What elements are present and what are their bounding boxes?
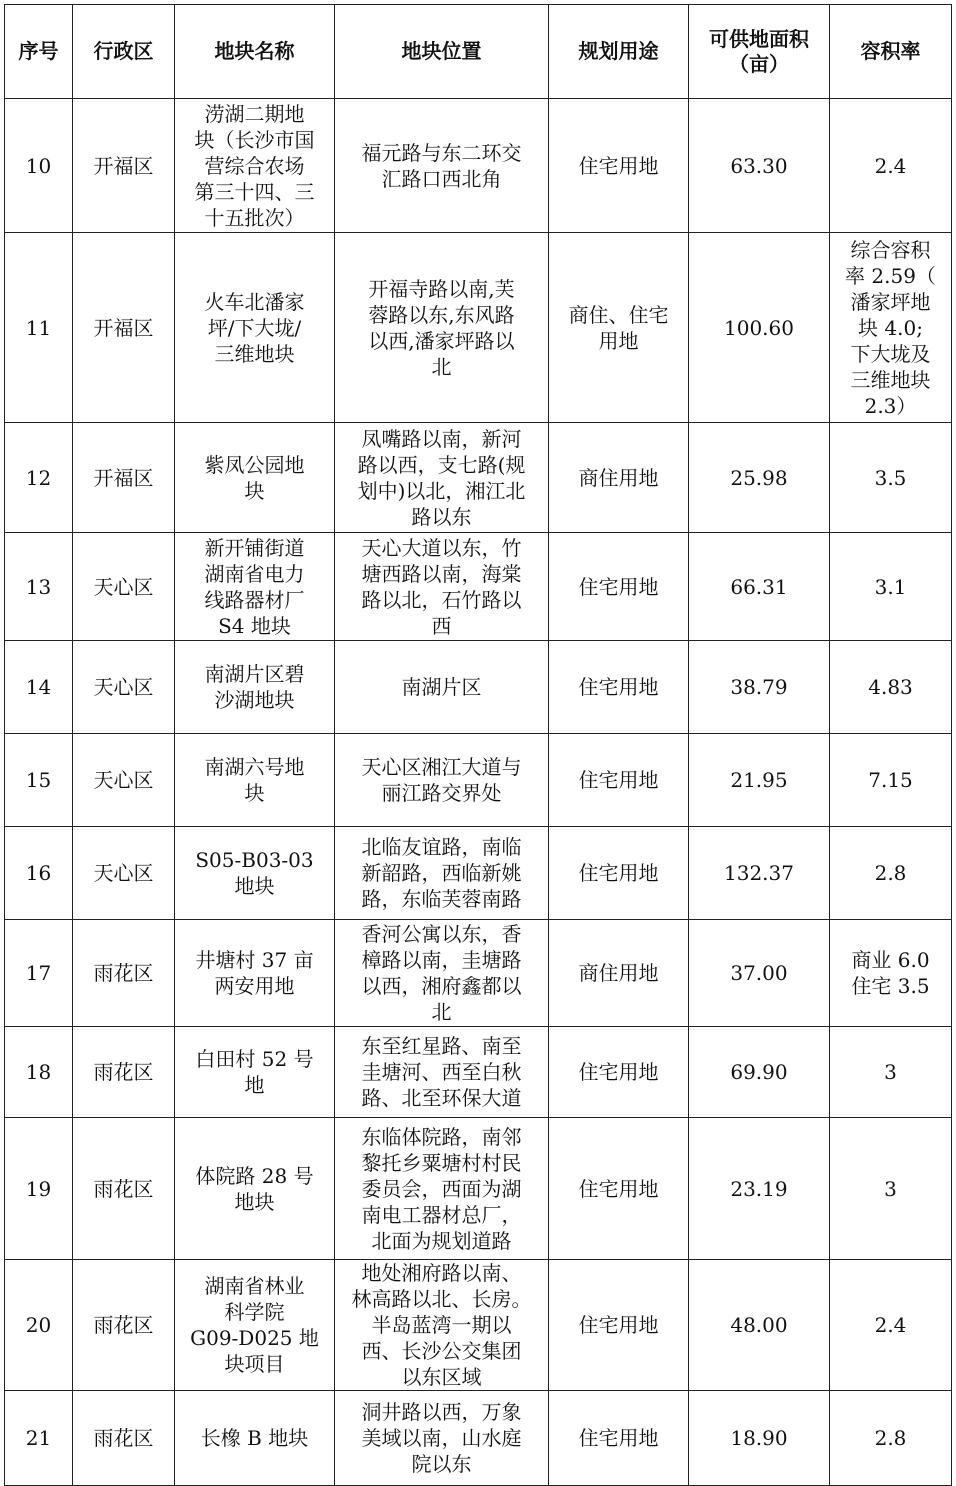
cell-plot-ratio: 3.5 xyxy=(830,423,952,533)
cell-plot-name: S05-B03-03 地块 xyxy=(175,827,335,920)
cell-serial: 11 xyxy=(5,233,73,423)
cell-serial: 17 xyxy=(5,920,73,1027)
cell-available-area: 69.90 xyxy=(689,1027,830,1118)
cell-planned-use: 住宅用地 xyxy=(549,1391,689,1486)
cell-plot-location: 天心大道以东，竹 塘西路以南，海棠 路以北，石竹路以 西 xyxy=(335,533,549,641)
cell-plot-location: 东临体院路，南邻 黎托乡粟塘村村民 委员会，西面为湖 南电工器材总厂， 北面为规划道路 xyxy=(335,1118,549,1260)
table-row xyxy=(5,233,952,423)
cell-district: 天心区 xyxy=(73,734,175,827)
cell-plot-ratio: 7.15 xyxy=(830,734,952,827)
cell-available-area: 63.30 xyxy=(689,99,830,233)
cell-district: 雨花区 xyxy=(73,1260,175,1391)
cell-plot-ratio: 2.4 xyxy=(830,99,952,233)
cell-district: 雨花区 xyxy=(73,1027,175,1118)
table-row xyxy=(5,1118,952,1260)
cell-planned-use: 住宅用地 xyxy=(549,99,689,233)
cell-planned-use: 商住用地 xyxy=(549,423,689,533)
cell-available-area: 18.90 xyxy=(689,1391,830,1486)
cell-available-area: 21.95 xyxy=(689,734,830,827)
cell-plot-location: 洞井路以西，万象 美域以南，山水庭 院以东 xyxy=(335,1391,549,1486)
cell-district: 天心区 xyxy=(73,533,175,641)
cell-available-area: 132.37 xyxy=(689,827,830,920)
cell-plot-location: 凤嘴路以南，新河 路以西，支七路(规 划中)以北，湘江北 路以东 xyxy=(335,423,549,533)
cell-district: 天心区 xyxy=(73,641,175,734)
cell-district: 天心区 xyxy=(73,827,175,920)
cell-plot-location: 北临友谊路，南临 新韶路，西临新姚 路，东临芙蓉南路 xyxy=(335,827,549,920)
cell-available-area: 25.98 xyxy=(689,423,830,533)
cell-available-area: 23.19 xyxy=(689,1118,830,1260)
cell-planned-use: 住宅用地 xyxy=(549,641,689,734)
cell-plot-ratio: 商业 6.0 住宅 3.5 xyxy=(830,920,952,1027)
cell-plot-location: 开福寺路以南,芙 蓉路以东,东风路 以西,潘家坪路以 北 xyxy=(335,233,549,423)
cell-plot-location: 香河公寓以东，香 樟路以南，圭塘路 以西，湘府鑫都以 北 xyxy=(335,920,549,1027)
cell-plot-name: 紫凤公园地 块 xyxy=(175,423,335,533)
cell-district: 开福区 xyxy=(73,99,175,233)
cell-serial: 10 xyxy=(5,99,73,233)
cell-plot-name: 长橡 B 地块 xyxy=(175,1391,335,1486)
cell-district: 开福区 xyxy=(73,423,175,533)
cell-serial: 14 xyxy=(5,641,73,734)
table-row xyxy=(5,423,952,533)
cell-planned-use: 住宅用地 xyxy=(549,1118,689,1260)
cell-plot-name: 南湖六号地 块 xyxy=(175,734,335,827)
header-planned-use: 规划用途 xyxy=(549,5,689,99)
cell-serial: 20 xyxy=(5,1260,73,1391)
table-row xyxy=(5,533,952,641)
cell-planned-use: 住宅用地 xyxy=(549,533,689,641)
header-plot-location: 地块位置 xyxy=(335,5,549,99)
cell-district: 雨花区 xyxy=(73,1118,175,1260)
cell-plot-ratio: 4.83 xyxy=(830,641,952,734)
cell-serial: 16 xyxy=(5,827,73,920)
cell-serial: 13 xyxy=(5,533,73,641)
cell-plot-location: 南湖片区 xyxy=(335,641,549,734)
cell-serial: 15 xyxy=(5,734,73,827)
header-available-area: 可供地面积 （亩） xyxy=(689,5,830,99)
cell-district: 雨花区 xyxy=(73,1391,175,1486)
header-district: 行政区 xyxy=(73,5,175,99)
cell-planned-use: 商住用地 xyxy=(549,920,689,1027)
cell-plot-ratio: 2.8 xyxy=(830,1391,952,1486)
cell-plot-name: 井塘村 37 亩 两安用地 xyxy=(175,920,335,1027)
cell-district: 雨花区 xyxy=(73,920,175,1027)
cell-district: 开福区 xyxy=(73,233,175,423)
cell-available-area: 100.60 xyxy=(689,233,830,423)
cell-plot-name: 火车北潘家 坪/下大垅/ 三维地块 xyxy=(175,233,335,423)
cell-plot-ratio: 3.1 xyxy=(830,533,952,641)
table-row xyxy=(5,734,952,827)
cell-plot-name: 南湖片区碧 沙湖地块 xyxy=(175,641,335,734)
cell-serial: 19 xyxy=(5,1118,73,1260)
table-row xyxy=(5,1027,952,1118)
header-row xyxy=(5,5,952,99)
cell-available-area: 37.00 xyxy=(689,920,830,1027)
header-serial: 序号 xyxy=(5,5,73,99)
cell-plot-location: 天心区湘江大道与 丽江路交界处 xyxy=(335,734,549,827)
cell-available-area: 66.31 xyxy=(689,533,830,641)
cell-serial: 21 xyxy=(5,1391,73,1486)
table-row xyxy=(5,641,952,734)
cell-plot-ratio: 2.8 xyxy=(830,827,952,920)
table-row xyxy=(5,827,952,920)
cell-plot-name: 体院路 28 号 地块 xyxy=(175,1118,335,1260)
cell-planned-use: 住宅用地 xyxy=(549,827,689,920)
header-plot-name: 地块名称 xyxy=(175,5,335,99)
cell-plot-location: 地处湘府路以南、 林高路以北、长房。 半岛蓝湾一期以 西、长沙公交集团 以东区域 xyxy=(335,1260,549,1391)
cell-plot-name: 白田村 52 号 地 xyxy=(175,1027,335,1118)
cell-plot-location: 福元路与东二环交 汇路口西北角 xyxy=(335,99,549,233)
cell-plot-name: 新开铺街道 湖南省电力 线路器材厂 S4 地块 xyxy=(175,533,335,641)
cell-serial: 18 xyxy=(5,1027,73,1118)
cell-plot-ratio: 综合容积 率 2.59（ 潘家坪地 块 4.0; 下大垅及 三维地块 2.3） xyxy=(830,233,952,423)
cell-plot-location: 东至红星路、南至 圭塘河、西至白秋 路、北至环保大道 xyxy=(335,1027,549,1118)
table-row xyxy=(5,99,952,233)
cell-available-area: 48.00 xyxy=(689,1260,830,1391)
cell-plot-ratio: 3 xyxy=(830,1118,952,1260)
cell-plot-name: 湖南省林业 科学院 G09-D025 地 块项目 xyxy=(175,1260,335,1391)
table-row xyxy=(5,1391,952,1486)
cell-available-area: 38.79 xyxy=(689,641,830,734)
cell-plot-name: 涝湖二期地 块（长沙市国 营综合农场 第三十四、三 十五批次） xyxy=(175,99,335,233)
cell-planned-use: 住宅用地 xyxy=(549,1260,689,1391)
cell-planned-use: 住宅用地 xyxy=(549,734,689,827)
table-row xyxy=(5,920,952,1027)
cell-planned-use: 住宅用地 xyxy=(549,1027,689,1118)
cell-plot-ratio: 3 xyxy=(830,1027,952,1118)
cell-plot-ratio: 2.4 xyxy=(830,1260,952,1391)
header-plot-ratio: 容积率 xyxy=(830,5,952,99)
land-supply-table xyxy=(4,4,952,1486)
cell-serial: 12 xyxy=(5,423,73,533)
table-row xyxy=(5,1260,952,1391)
cell-planned-use: 商住、住宅 用地 xyxy=(549,233,689,423)
